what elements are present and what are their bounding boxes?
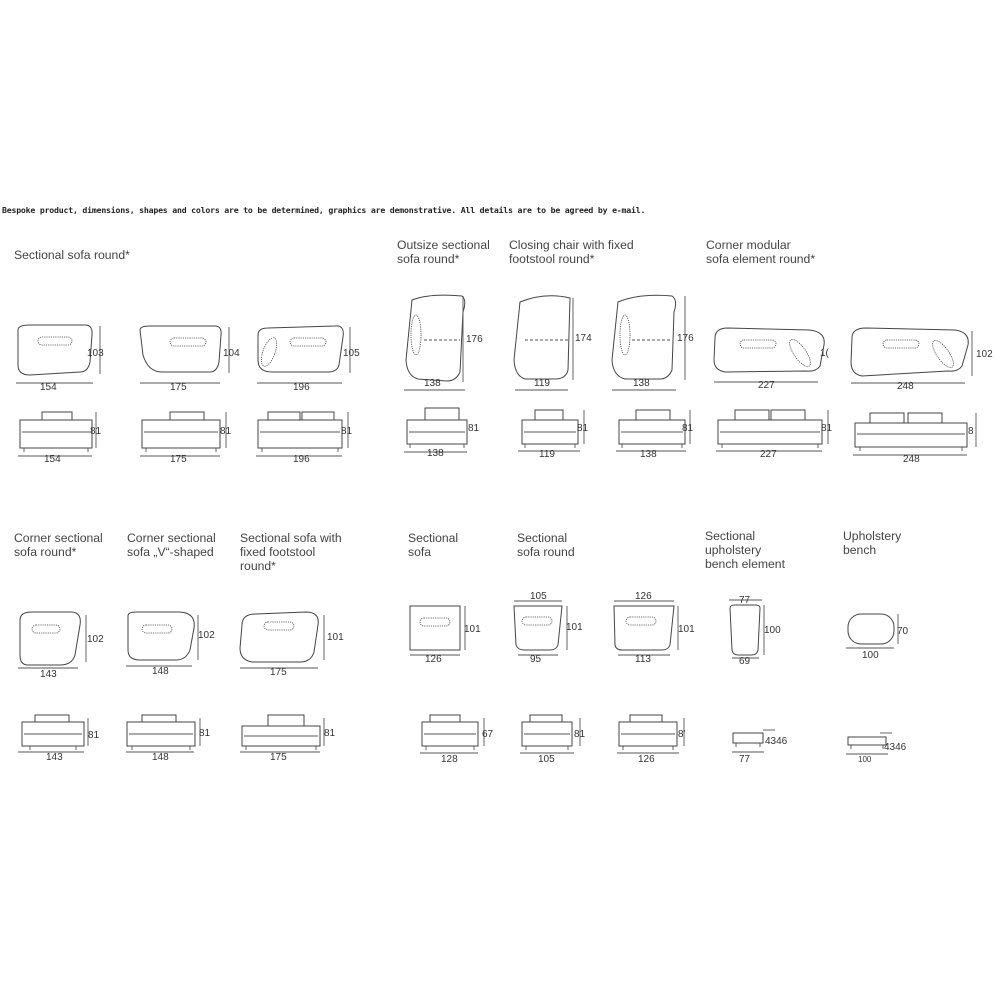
dim-front-227-width: 227 <box>760 449 777 460</box>
dim-front-143-height: 81 <box>88 730 100 741</box>
front-view-sectional-128 <box>420 715 494 765</box>
dim-top-227-width: 227 <box>758 380 775 391</box>
title-corner-modular-sofa-element: Corner modular sofa element round* <box>706 238 816 266</box>
title-upholstery-bench: Upholstery bench <box>843 529 902 557</box>
front-view-fixed-footstool-175 <box>240 715 336 763</box>
dim-top-143-depth: 102 <box>87 634 104 645</box>
dim-front-outsize-height: 81 <box>468 423 480 434</box>
dim-front-outsize-width: 138 <box>427 448 444 459</box>
title-corner-sectional-sofa-round: Corner sectional sofa round* <box>14 531 103 559</box>
title-sectional-upholstery-bench: Sectional upholstery bench element <box>705 529 785 571</box>
dim-top-143-width: 143 <box>40 669 57 680</box>
dim-front-closing-138-width: 138 <box>640 449 657 460</box>
title-sectional-sofa-fixed-footstool: Sectional sofa with fixed footstool round* <box>240 531 342 573</box>
title-sectional-sofa-round: Sectional sofa round* <box>14 248 130 262</box>
dim-front-154-width: 154 <box>44 454 61 465</box>
front-view-closing-119 <box>518 410 589 460</box>
top-view-corner-modular-248 <box>851 328 993 392</box>
dim-front-175-width: 175 <box>170 454 187 465</box>
dim-top-footstool-width: 175 <box>270 667 287 678</box>
front-view-corner-v-148 <box>126 715 211 763</box>
dim-front-bench-height: 4346 <box>884 742 907 753</box>
dim-front-196-height: 81 <box>341 426 353 437</box>
disclaimer-note: Bespoke product, dimensions, shapes and colors are to be determined, graphics are demonstrative. All details are to be agreed by e-mail. <box>2 205 646 215</box>
front-view-bench-element <box>732 730 788 765</box>
dim-top-outsize-width: 138 <box>424 378 441 389</box>
top-view-closing-chair-119 <box>514 296 592 390</box>
dim-front-126-width: 126 <box>638 754 655 765</box>
dim-top-bench-element-top: 77 <box>739 595 751 606</box>
title-sectional-sofa: Sectional sofa <box>408 531 459 559</box>
top-view-sectional-126 <box>410 606 481 665</box>
dim-front-footstool-height: 81 <box>324 728 336 739</box>
front-view-sectional-154 <box>18 412 102 465</box>
top-view-corner-modular-227 <box>714 328 830 391</box>
dim-top-154-width: 154 <box>40 382 57 393</box>
dim-top-footstool-depth: 101 <box>327 632 344 643</box>
front-view-outsize-138 <box>404 408 480 459</box>
dim-top-175-depth: 104 <box>223 348 240 359</box>
dim-front-248-height: 8 <box>968 426 974 437</box>
title-closing-chair-fixed-footstool: Closing chair with fixed footstool round* <box>509 238 634 266</box>
top-view-fixed-footstool-175 <box>240 612 344 678</box>
dim-top-closing-138-width: 138 <box>633 378 650 389</box>
top-view-outsize-138 <box>404 295 483 390</box>
front-view-corner-sectional-143 <box>18 715 100 763</box>
dim-top-248-width: 248 <box>897 381 914 392</box>
dim-front-bench-element-height: 4346 <box>765 736 788 747</box>
dim-top-126-depth: 101 <box>464 624 481 635</box>
front-view-corner-227 <box>716 410 833 460</box>
dim-top-round-126-bottom: 113 <box>635 654 651 665</box>
dim-top-round-126-top: 126 <box>635 591 652 602</box>
dim-top-196-depth: 105 <box>343 348 360 359</box>
dim-top-closing-119-width: 119 <box>534 378 550 389</box>
dim-top-closing-138-depth: 176 <box>677 333 694 344</box>
title-outsize-sectional-sofa-round: Outsize sectional sofa round* <box>397 238 490 266</box>
dim-top-round-105-depth: 101 <box>566 622 583 633</box>
dim-front-closing-119-height: 81 <box>577 423 589 434</box>
dim-top-round-105-bottom: 95 <box>530 654 542 665</box>
title-sectional-sofa-round-2: Sectional sofa round <box>517 531 575 559</box>
front-view-upholstery-bench <box>846 733 907 764</box>
dim-top-round-126-depth: 101 <box>678 624 695 635</box>
top-view-sectional-round-105 <box>514 591 583 665</box>
dim-top-227-depth: 1( <box>820 348 829 359</box>
dim-front-bench-element-width: 77 <box>739 754 751 765</box>
top-view-sectional-196 <box>257 326 360 393</box>
dim-front-148-height: 81 <box>199 728 211 739</box>
top-view-sectional-175 <box>140 326 240 393</box>
dim-front-126-height: 8' <box>678 729 686 740</box>
dim-front-175-height: 81 <box>220 426 232 437</box>
dim-top-154-depth: 103 <box>87 348 104 359</box>
dim-top-248-depth: 102 <box>976 349 993 360</box>
dim-front-196-width: 196 <box>293 454 310 465</box>
dim-top-bench-element-bottom: 69 <box>739 656 751 667</box>
front-view-round-105 <box>520 715 586 765</box>
dim-top-round-105-top: 105 <box>530 591 547 602</box>
dim-front-105-height: 81 <box>574 729 586 740</box>
top-view-closing-chair-138 <box>612 295 694 390</box>
dim-top-175-width: 175 <box>170 382 187 393</box>
dim-front-128-width: 128 <box>441 754 458 765</box>
dim-front-closing-119-width: 119 <box>539 449 555 460</box>
front-view-closing-138 <box>616 410 694 460</box>
dim-top-126-width: 126 <box>425 654 442 665</box>
dim-top-bench-width: 100 <box>862 650 879 661</box>
front-view-sectional-175 <box>140 412 232 465</box>
top-view-sectional-154 <box>16 325 104 393</box>
dim-top-closing-119-depth: 174 <box>575 333 592 344</box>
dim-top-outsize-depth: 176 <box>466 334 483 345</box>
dim-front-128-height: 67 <box>482 729 494 740</box>
title-corner-sectional-sofa-v-shaped: Corner sectional sofa „V“-shaped <box>127 531 216 559</box>
dim-front-footstool-width: 175 <box>270 752 287 763</box>
dim-top-148-width: 148 <box>152 666 169 677</box>
dim-front-148-width: 148 <box>152 752 169 763</box>
top-view-bench-element <box>729 595 781 667</box>
dim-top-196-width: 196 <box>293 382 310 393</box>
dim-front-105-width: 105 <box>538 754 555 765</box>
top-view-sectional-round-126 <box>614 591 695 665</box>
dim-front-bench-width: 100 <box>858 755 872 764</box>
front-view-corner-248 <box>853 413 976 465</box>
dim-front-closing-138-height: 81 <box>682 423 694 434</box>
top-view-corner-sectional-143 <box>18 612 104 680</box>
front-view-round-126 <box>617 715 686 765</box>
dim-top-148-depth: 102 <box>198 630 215 641</box>
dim-front-143-width: 143 <box>46 752 63 763</box>
dim-front-154-height: 81 <box>90 426 102 437</box>
front-view-sectional-196 <box>256 412 353 465</box>
dim-front-248-width: 248 <box>903 454 920 465</box>
dim-front-227-height: 81 <box>821 423 833 434</box>
top-view-corner-v-148 <box>126 612 215 677</box>
dim-top-bench-depth: 70 <box>897 626 909 637</box>
top-view-upholstery-bench <box>846 614 909 661</box>
dim-top-bench-element-depth: 100 <box>764 625 781 636</box>
